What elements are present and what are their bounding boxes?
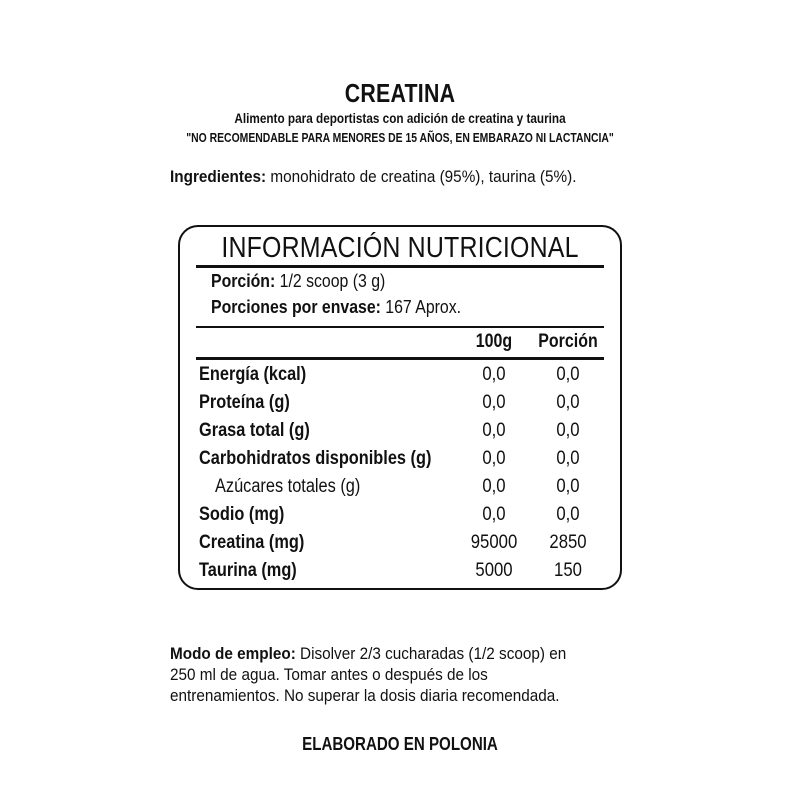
nutrient-value-100g: 0,0 — [482, 448, 506, 469]
product-subtitle: Alimento para deportistas con adición de creatina y taurina — [234, 110, 566, 126]
age-warning: "NO RECOMENDABLE PARA MENORES DE 15 AÑOS, EN EMBARAZO NI LACTANCIA" — [186, 130, 614, 145]
nutrient-value-portion: 0,0 — [556, 476, 580, 497]
serving-size-value: 1/2 scoop (3 g) — [275, 271, 386, 291]
nutrient-value-portion: 0,0 — [556, 392, 580, 413]
nutrient-label: Energía (kcal) — [199, 364, 307, 385]
usage-line-3: entrenamientos. No superar la dosis diaria recomendada. — [170, 686, 560, 705]
nutrition-divider-header — [196, 357, 604, 360]
nutrient-row-creatine — [0, 532, 800, 560]
nutrient-label: Grasa total (g) — [199, 420, 310, 441]
nutrient-value-100g: 0,0 — [482, 420, 506, 441]
nutrient-value-portion: 0,0 — [556, 364, 580, 385]
ingredients-line — [170, 167, 576, 187]
usage-text-1: Disolver 2/3 cucharadas (1/2 scoop) en — [295, 644, 567, 663]
servings-per-container-label: Porciones por envase: — [211, 297, 381, 317]
nutrient-value-portion: 2850 — [549, 532, 587, 553]
nutrient-value-portion: 0,0 — [556, 420, 580, 441]
column-header-portion: Porción — [538, 331, 598, 352]
nutrient-label: Taurina (mg) — [199, 560, 297, 581]
nutrient-value-portion: 0,0 — [556, 504, 580, 525]
usage-line-2: 250 ml de agua. Tomar antes o después de los — [170, 665, 488, 684]
nutrition-title: INFORMACIÓN NUTRICIONAL — [221, 232, 579, 264]
nutrient-value-100g: 5000 — [475, 560, 513, 581]
nutrient-label: Proteína (g) — [199, 392, 290, 413]
servings-per-container-value: 167 Aprox. — [380, 297, 462, 317]
nutrient-label: Sodio (mg) — [199, 504, 285, 525]
nutrient-value-portion: 0,0 — [556, 448, 580, 469]
product-title: CREATINA — [344, 78, 456, 108]
nutrition-divider-top — [196, 265, 604, 268]
nutrient-row-sugars — [0, 476, 800, 504]
nutrient-label: Creatina (mg) — [199, 532, 305, 553]
nutrient-row-carbohydrates — [0, 448, 800, 476]
serving-size-label: Porción: — [211, 271, 276, 291]
nutrient-label: Carbohidratos disponibles (g) — [199, 448, 432, 469]
servings-per-container — [211, 297, 461, 318]
ingredients-text: monohidrato de creatina (95%), taurina (5%). — [266, 167, 577, 186]
nutrient-row-taurine — [0, 560, 800, 588]
nutrient-row-protein — [0, 392, 800, 420]
nutrient-value-100g: 0,0 — [482, 476, 506, 497]
usage-label: Modo de empleo: — [170, 644, 296, 663]
nutrient-label: Azúcares totales (g) — [215, 476, 361, 497]
nutrient-row-sodium — [0, 504, 800, 532]
usage-line-1 — [170, 643, 593, 664]
nutrient-row-energy — [0, 364, 800, 392]
nutrient-value-100g: 0,0 — [482, 504, 506, 525]
nutrient-value-100g: 0,0 — [482, 364, 506, 385]
nutrition-divider-middle — [196, 326, 604, 328]
nutrient-value-100g: 0,0 — [482, 392, 506, 413]
country-of-origin: ELABORADO EN POLONIA — [302, 734, 498, 754]
serving-size — [211, 271, 385, 292]
nutrient-value-100g: 95000 — [470, 532, 518, 553]
nutrient-value-portion: 150 — [554, 560, 582, 581]
usage-instructions — [170, 643, 640, 706]
ingredients-label: Ingredientes: — [170, 167, 267, 186]
nutrient-row-total-fat — [0, 420, 800, 448]
column-header-100g: 100g — [475, 331, 513, 352]
